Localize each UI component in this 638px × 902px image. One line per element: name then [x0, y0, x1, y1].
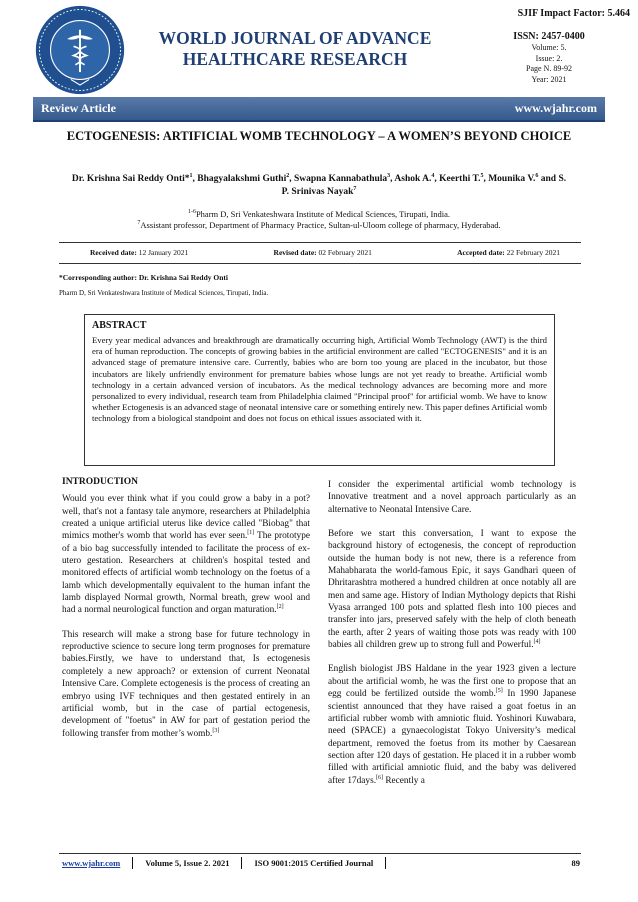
volume: Volume: 5. — [531, 43, 567, 52]
article-type-banner — [33, 97, 605, 122]
author-affiliation-marker: 4 — [431, 172, 435, 179]
body-paragraph — [328, 479, 576, 516]
page-number: 89 — [571, 858, 580, 868]
paragraph-text: In 1990 Japanese scientist announced that they have raised a goat foetus in an artificial rubber womb with amniotic fluid. Yoshinori Kuwabara, need (SPACE) a gynaecologistat Tokyo University’s medical department, removed the foetus from its mother by Caesarean section after 120 days of gestation. He placed it in a rubber womb filled with artificial amniotic fluid, and the baby was delivered after 17days. — [328, 689, 576, 786]
footer-iso: ISO 9001:2015 Certified Journal — [254, 858, 374, 868]
paragraph-text: Recently a — [383, 775, 425, 786]
abstract-box — [84, 314, 555, 466]
author-separator: , — [390, 174, 395, 184]
footer-divider — [59, 853, 581, 854]
footer-volume-issue: Volume 5, Issue 2. 2021 — [145, 858, 230, 868]
footer-separator — [385, 857, 386, 869]
journal-title: WORLD JOURNAL OF ADVANCE HEALTHCARE RESEARCH — [158, 28, 432, 69]
body-paragraph — [328, 528, 576, 651]
author-list — [70, 173, 568, 198]
paragraph-text: Before we start this conversation, I want to expose the background history of ectogenesis, the concept of reproduction outside the human body is not new, there is a reference from Mahabharata the world-famous Epic, it says Gandhari queen of Dhritarashtra mothered a hundred children at once notably all are men and same age. History of Indian Mythology depicts that Rishi Vyasa arranged 100 pots and splatted flesh into 100 pieces and transfer into jars, preserved safely with the help of cloth beneath the earth, after 2 years of waiting those pots was ready with 100 babies all children grew up to strong full and Powerful. — [328, 529, 576, 651]
body-paragraph — [328, 663, 576, 786]
author-separator: , — [483, 174, 489, 184]
paragraph-text: I consider the experimental artificial womb technology is Innovative treatment and a novel approach particularly as an alternative to Neonatal Intensive Care. — [328, 480, 576, 515]
author-name: Keerthi T. — [439, 174, 481, 184]
citation-marker: [1] — [247, 530, 255, 537]
sjif-impact-factor: SJIF Impact Factor: 5.464 — [517, 8, 630, 19]
author-name: Mounika V. — [488, 174, 536, 184]
affiliations — [60, 209, 578, 231]
corresponding-author: *Corresponding author: Dr. Krishna Sai Reddy Onti — [59, 273, 228, 282]
body-paragraph — [62, 493, 310, 616]
issn-block — [488, 30, 610, 85]
author-separator: , — [289, 174, 294, 184]
accepted-date: Accepted date: 22 February 2021 — [457, 248, 560, 257]
author-separator: and — [538, 174, 559, 184]
page-range: Page N. 89-92 — [526, 64, 572, 73]
divider-top — [59, 242, 581, 243]
citation-marker: [5] — [495, 688, 503, 695]
corresponding-address: Pharm D, Sri Venkateshwara Institute of Medical Sciences, Tirupati, India. — [59, 289, 269, 297]
body-column-left — [62, 476, 310, 752]
paragraph-text: Would you ever think what if you could grow a baby in a pot? well, that's not a fantasy tale anymore, researchers at Philadelphia created a unique artificial uterus like device called "Biobag" that mimics mother's womb that world has ever seen. — [62, 494, 310, 542]
author-affiliation-marker: 2 — [286, 172, 290, 179]
author-name: Bhagyalakshmi Guthi — [197, 174, 287, 184]
introduction-heading: INTRODUCTION — [62, 477, 139, 487]
author-name: Dr. Krishna Sai Reddy Onti* — [71, 174, 190, 184]
page-footer — [62, 857, 580, 869]
affiliation-marker: 1-6 — [187, 209, 196, 216]
paragraph-text: The prototype of a bio bag successfully intended to facilitate the process of ex-utero gestation. Researchers at children's hospital tested and monitored effects of artificial womb technology on the foetus of a lamb which developmentally equivalent to the human infant the lamb displayed Normal growth, Normal breath, grew wool and had a normal neurological function and organ maturation. — [62, 531, 310, 616]
abstract-heading: ABSTRACT — [92, 320, 147, 331]
affiliation-text: Assistant professor, Department of Pharmacy Practice, Sultan-ul-Uloom college of pharmacy, Hyderabad. — [140, 220, 501, 230]
body-paragraph — [62, 629, 310, 740]
affiliation-marker: 7 — [137, 220, 141, 227]
journal-logo-seal — [34, 4, 126, 96]
divider-bottom — [59, 263, 581, 264]
citation-marker: [2] — [276, 604, 284, 611]
article-dates — [90, 248, 560, 257]
issue: Issue: 2. — [535, 53, 563, 63]
footer-separator — [241, 857, 242, 869]
author-affiliation-marker: 6 — [535, 172, 539, 179]
footer-website-link[interactable]: www.wjahr.com — [62, 858, 121, 868]
author-affiliation-marker: 7 — [353, 185, 357, 192]
article-title: ECTOGENESIS: ARTIFICIAL WOMB TECHNOLOGY – A WOMEN’S BEYOND CHOICE — [66, 129, 572, 143]
author-separator: , — [434, 174, 440, 184]
affiliation-text: Pharm D, Sri Venkateshwara Institute of Medical Sciences, Tirupati, India. — [195, 209, 451, 219]
citation-marker: [4] — [533, 639, 541, 646]
abstract-text: Every year medical advances and breakthrough are dramatically occurring high, Artificial Womb Technology (AWT) is the third era of human reproduction. The concepts of growing babies in the artificial environment are called "ECTOGENESIS" and it is an advanced stage of premature intensive care. Currently, babies who are born too young are placed in the incubator, but those incubators are likely unfriendly environment for premature babies whose lungs are not yet ready to breathe. Artificial womb technology in a certain advanced version of incubators. As the medical technology advances are becoming more and more personalized to every individual, research team from Philadelphia claimed "Principal proof" for artificial womb. We have to know whether Ectogenesis is an advanced stage of neonatal intensive care or something entirely new. This paper defines Artificial womb technology from a biological standpoint and does not focus on ethical issues associated with it. — [92, 335, 547, 424]
author-affiliation-marker: 1 — [189, 172, 193, 179]
affiliation-line — [60, 220, 578, 231]
article-type: Review Article — [41, 101, 116, 115]
revised-date: Revised date: 02 February 2021 — [273, 248, 372, 257]
affiliation-line — [60, 209, 578, 220]
author-name: Swapna Kannabathula — [293, 174, 388, 184]
paragraph-text: English biologist JBS Haldane in the year 1923 given a lecture about the artificial womb, he was the first one to propose that an egg could be fertilized outside the womb. — [328, 664, 576, 700]
author-affiliation-marker: 5 — [480, 172, 484, 179]
citation-marker: [3] — [212, 727, 220, 734]
citation-marker: [6] — [376, 774, 384, 781]
received-date: Received date: 12 January 2021 — [90, 248, 189, 257]
year: Year: 2021 — [531, 74, 567, 84]
paragraph-text: This research will make a strong base for future technology in reproductive science to secure long term prognoses for premature babies.Firstly, we have to understand that, Is ectogenesis completely a new approach? or extension of current Neonatal Intensive Care. Complete ectogenesis is the process of creating an embryo using IVF techniques and then gestated entirely in an artificial womb, but in the case of partial ectogenesis, development of "foetus" in AW for part of gestation period the following transfer from mother’s womb. — [62, 629, 310, 739]
footer-separator — [132, 857, 133, 869]
author-name: Ashok A. — [394, 174, 432, 184]
author-affiliation-marker: 3 — [387, 172, 391, 179]
author-separator: , — [192, 174, 198, 184]
journal-website-link[interactable]: www.wjahr.com — [514, 101, 597, 115]
author-name: S. P. Srinivas Nayak — [281, 174, 567, 197]
issn: ISSN: 2457-0400 — [513, 31, 585, 42]
body-column-right — [328, 479, 576, 799]
